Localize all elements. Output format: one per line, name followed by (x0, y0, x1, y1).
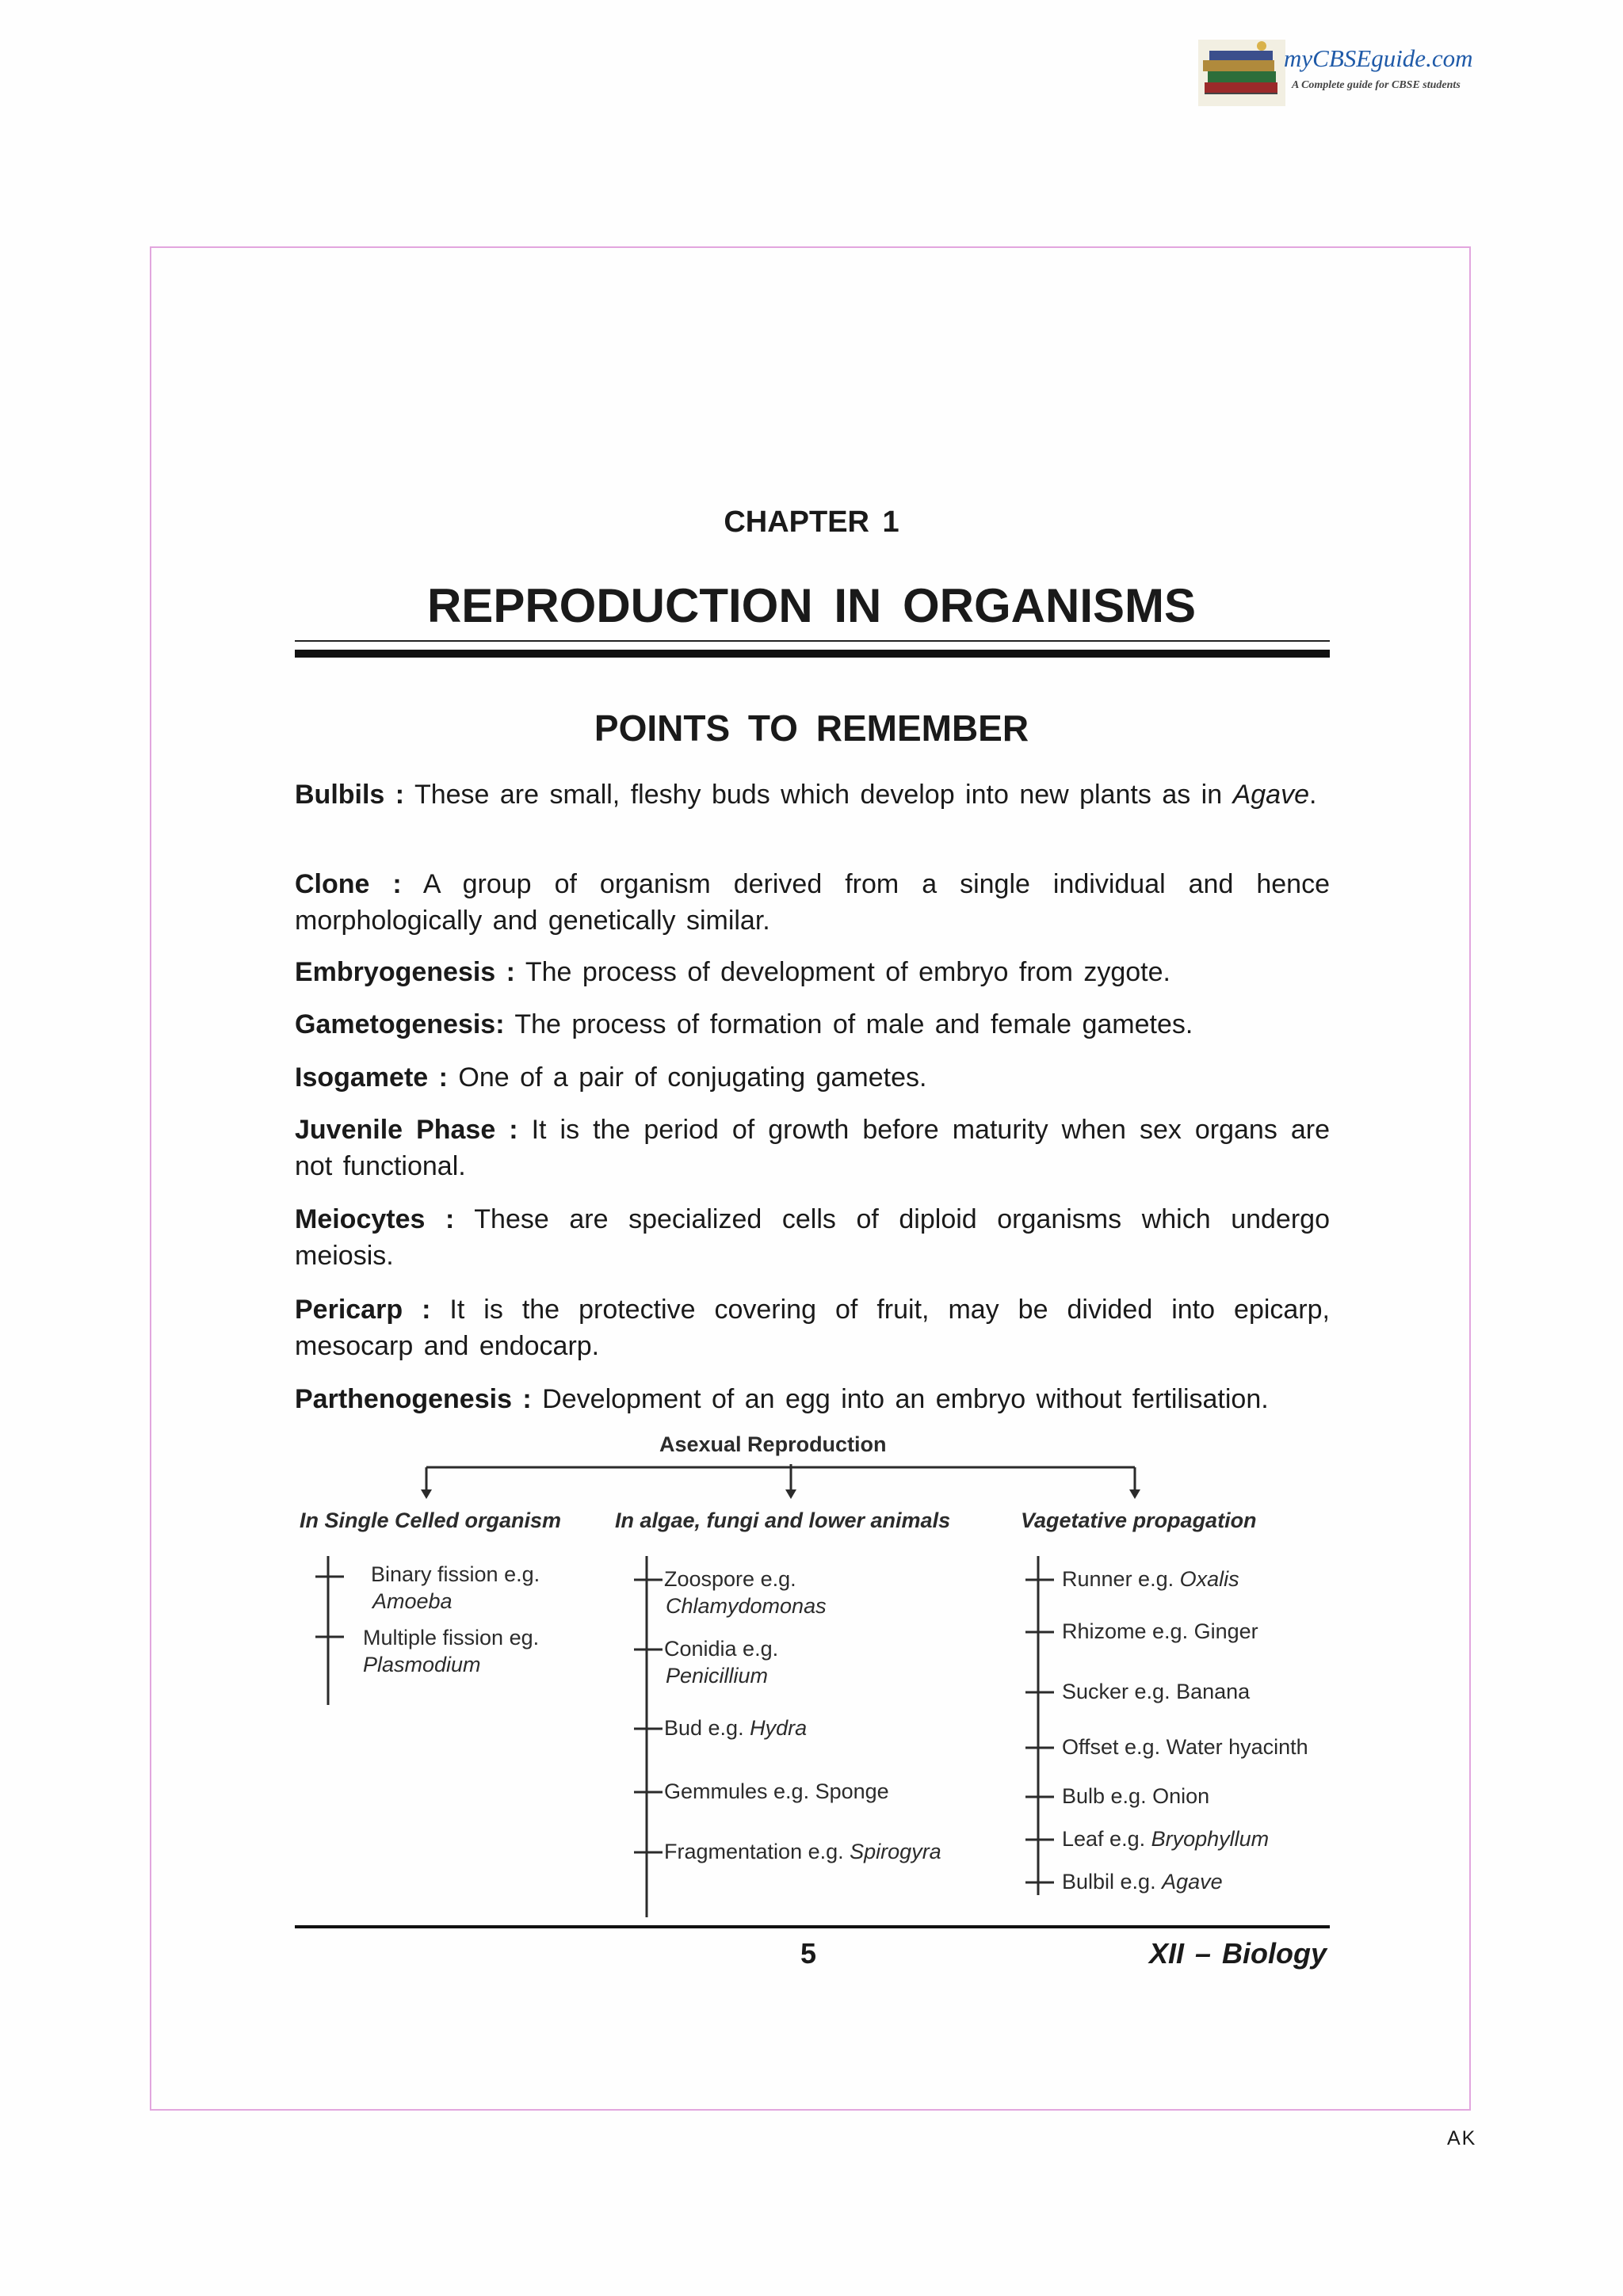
diagram-item-example: Bryophyllum (1151, 1827, 1270, 1851)
definition-clone (295, 866, 1330, 939)
definition-juvenile-phase (295, 1112, 1330, 1184)
definition-text: The process of development of embryo from zygote. (514, 957, 1170, 987)
chapter-title: REPRODUCTION IN ORGANISMS (426, 579, 1197, 632)
definition-text: Development of an egg into an embryo without fertilisation. (531, 1384, 1269, 1414)
definition-embryogenesis (295, 954, 1330, 990)
diagram-item (1062, 1870, 1223, 1894)
definition-gametogenesis (295, 1006, 1330, 1043)
diagram-column-heading: Vagetative propagation (1021, 1508, 1257, 1532)
definition-text: These are small, fleshy buds which develop into new plants as in (404, 780, 1233, 810)
logo-tagline: A Complete guide for CBSE students (1292, 79, 1461, 91)
diagram-item: Offset e.g. Water hyacinth (1062, 1735, 1308, 1759)
definition-term: Embryogenesis : (295, 957, 515, 987)
diagram-item-example: Plasmodium (363, 1653, 481, 1676)
diagram-item (664, 1716, 807, 1741)
definition-tail: . (1309, 780, 1317, 810)
diagram-item: Binary fission e.g. (371, 1562, 540, 1586)
definition-term: Parthenogenesis : (295, 1384, 532, 1414)
diagram-item: Gemmules e.g. Sponge (664, 1779, 889, 1803)
definition-term: Pericarp : (295, 1295, 431, 1325)
books-logo-icon (1198, 40, 1285, 106)
diagram-item: Zoospore e.g. (664, 1567, 796, 1591)
logo-name: myCBSEguide.com (1284, 44, 1473, 72)
diagram-item: Multiple fission eg. (363, 1626, 540, 1650)
diagram-item-text: Runner e.g. (1062, 1567, 1180, 1591)
diagram-item: Bulb e.g. Onion (1062, 1784, 1210, 1808)
diagram-root-label: Asexual Reproduction (659, 1432, 887, 1456)
diagram-item-example: Spirogyra (850, 1840, 941, 1863)
definition-pericarp (295, 1291, 1330, 1364)
page-number: 5 (800, 1937, 817, 1970)
diagram-item-example: Chlamydomonas (666, 1594, 827, 1618)
diagram-item-text: Bulbil e.g. (1062, 1870, 1163, 1894)
definition-text: These are specialized cells of diploid organisms which undergo meiosis. (295, 1204, 1330, 1271)
definition-term: Isogamete : (295, 1062, 448, 1093)
corner-mark: AK (1447, 2127, 1477, 2149)
diagram-item-text: Leaf e.g. (1062, 1827, 1151, 1851)
asexual-reproduction-diagram (295, 1423, 1330, 1930)
diagram-item-example: Agave (1162, 1870, 1223, 1894)
title-rule-thick (295, 650, 1330, 658)
diagram-item (1062, 1567, 1239, 1592)
definition-text: One of a pair of conjugating gametes. (447, 1062, 927, 1093)
definition-meiocytes (295, 1201, 1330, 1274)
definition-isogamete (295, 1059, 1330, 1096)
diagram-item-example: Penicillium (666, 1664, 769, 1688)
definition-text: It is the protective covering of fruit, may be divided into epicarp, mesocarp and endocarp. (295, 1295, 1330, 1361)
diagram-item-example: Hydra (750, 1716, 808, 1740)
definition-text: The process of formation of male and female gametes. (504, 1009, 1193, 1039)
definition-term: Bulbils : (295, 780, 405, 810)
diagram-item: Conidia e.g. (664, 1637, 779, 1661)
diagram-item (1062, 1827, 1269, 1852)
diagram-column-heading: In Single Celled organism (300, 1508, 562, 1532)
diagram-item-text: Bud e.g. (664, 1716, 750, 1740)
definition-text: A group of organism derived from a single individual and hence morphologically and genetically similar. (295, 869, 1330, 936)
definition-term: Clone : (295, 869, 402, 899)
book-title: XII – Biology (1148, 1937, 1327, 1970)
site-logo (1198, 40, 1506, 106)
diagram-item: Rhizome e.g. Ginger (1062, 1619, 1258, 1643)
definition-parthenogenesis (295, 1381, 1330, 1417)
diagram-column-heading: In algae, fungi and lower animals (615, 1508, 951, 1532)
definition-bulbils (295, 776, 1330, 813)
chapter-label: CHAPTER 1 (724, 505, 899, 539)
section-title: POINTS TO REMEMBER (594, 707, 1029, 749)
definition-term: Juvenile Phase : (295, 1115, 518, 1145)
diagram-item-example: Oxalis (1179, 1567, 1239, 1591)
diagram-item: Sucker e.g. Banana (1062, 1680, 1251, 1703)
definition-italic: Agave (1232, 780, 1309, 810)
footer-rule (295, 1925, 1330, 1928)
definition-text: It is the period of growth before maturity when sex organs are not functional. (295, 1115, 1330, 1181)
diagram-item-text: Fragmentation e.g. (664, 1840, 850, 1863)
title-rule-thin (295, 640, 1330, 642)
definition-term: Meiocytes : (295, 1204, 455, 1234)
definition-term: Gametogenesis: (295, 1009, 505, 1039)
diagram-item (664, 1840, 941, 1864)
diagram-item-example: Amoeba (372, 1589, 453, 1613)
